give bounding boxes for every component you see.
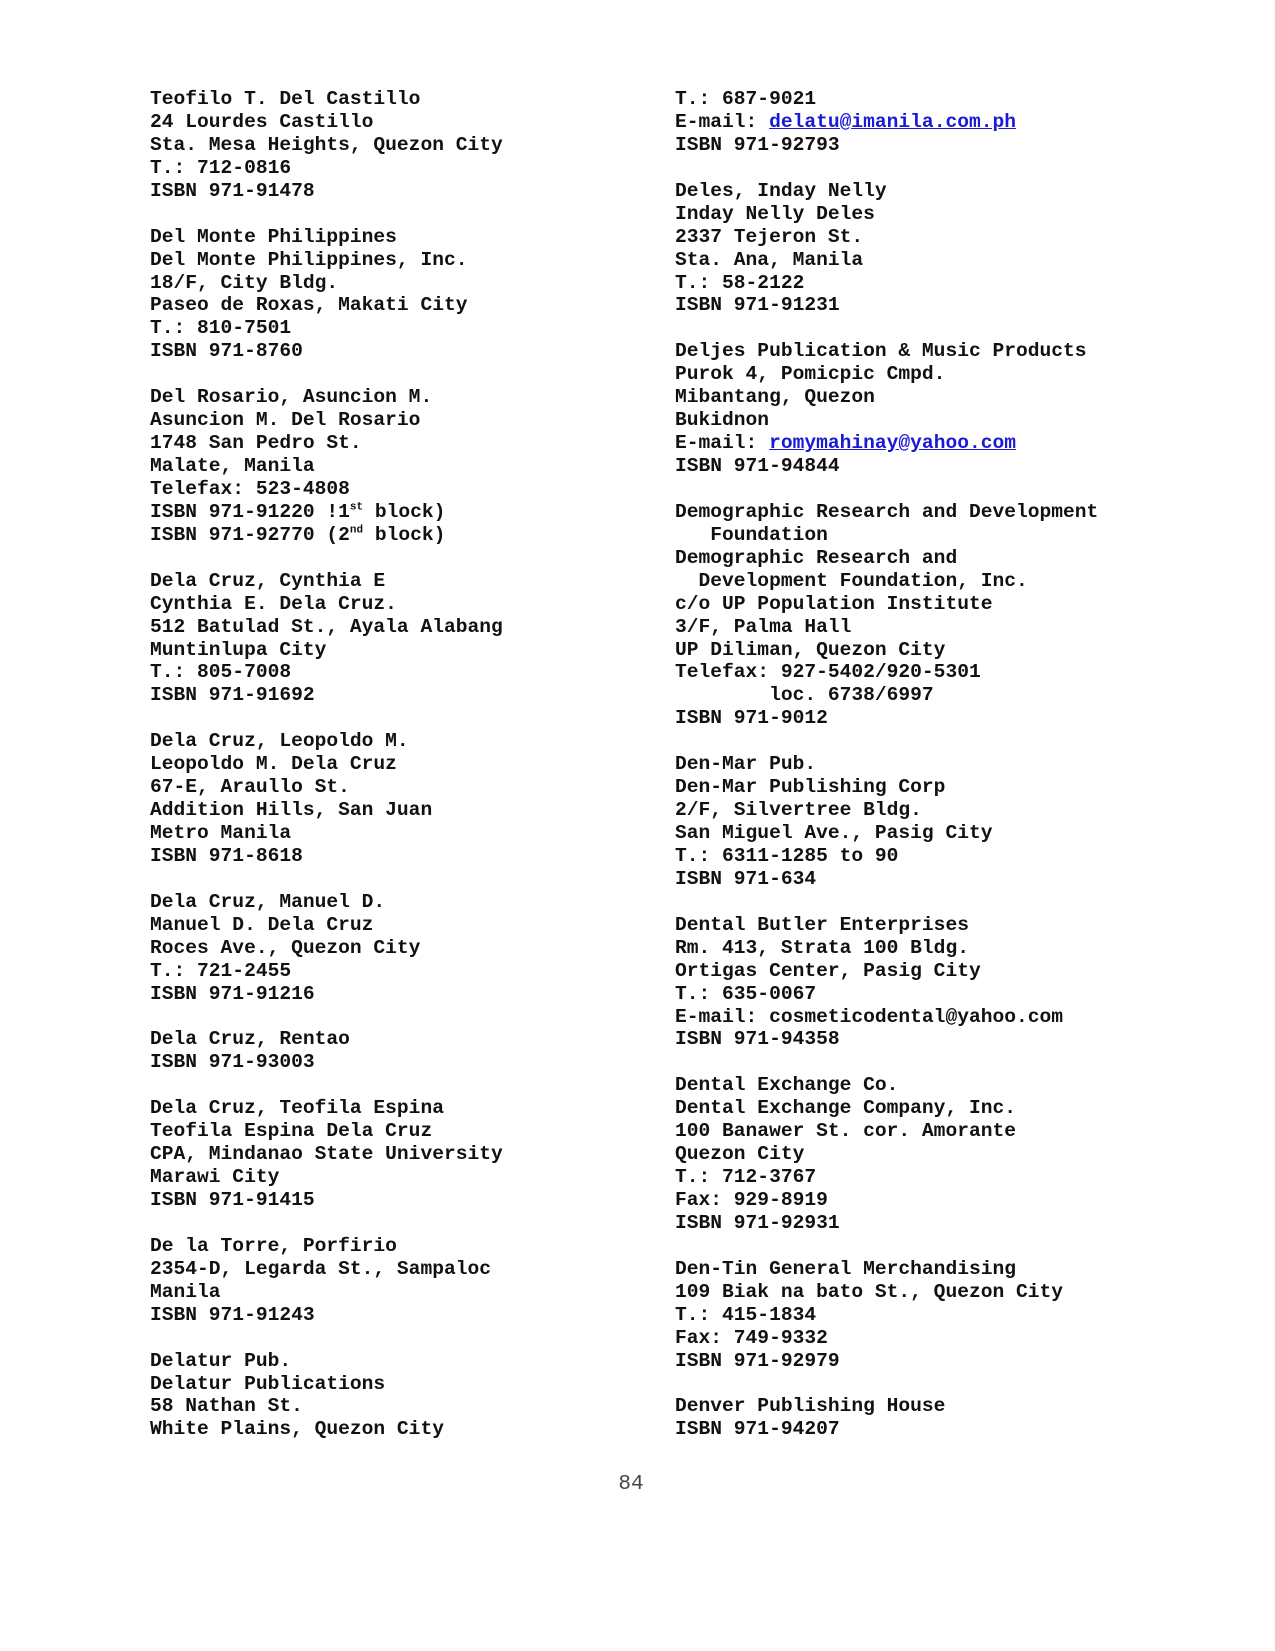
entry-line: 24 Lourdes Castillo	[150, 110, 374, 133]
entry-line: Foundation	[675, 523, 828, 546]
entry-line: c/o UP Population Institute	[675, 592, 993, 615]
entry-line: Muntinlupa City	[150, 638, 327, 661]
entry-line: ISBN 971-94844	[675, 455, 840, 477]
entry-line: ISBN 971-93003	[150, 1051, 315, 1074]
entry-line: Fax: 929-8919	[675, 1189, 828, 1211]
entry-line: 100 Banawer St. cor. Amorante	[675, 1120, 1016, 1143]
entry-line: Den-Tin General Merchandising	[675, 1257, 1016, 1280]
directory-entry-dela-cruz-teofila	[150, 1097, 630, 1212]
entry-line: CPA, Mindanao State University	[150, 1143, 503, 1166]
entry-line: ISBN 971-92793	[675, 133, 840, 156]
entry-line: Quezon City	[675, 1143, 805, 1166]
email-label: E-mail:	[675, 432, 770, 455]
entry-line: T.: 687-9021	[675, 88, 817, 110]
entry-line: 512 Batulad St., Ayala Alabang	[150, 615, 503, 638]
entry-line: ISBN 971-9012	[675, 707, 828, 730]
entry-line: Mibantang, Quezon	[675, 386, 875, 409]
entry-line: ISBN 971-92931	[675, 1211, 840, 1234]
directory-entry-dental-exchange	[675, 1074, 1265, 1235]
right-column	[675, 88, 1265, 1441]
entry-line: Demographic Research and Development	[675, 500, 1099, 523]
entry-line: 3/F, Palma Hall	[675, 615, 852, 638]
entry-line: Bukidnon	[675, 409, 770, 432]
entry-line: Telefax: 927-5402/920-5301	[675, 661, 981, 684]
directory-entry-deljes	[675, 340, 1265, 478]
entry-line: Del Monte Philippines, Inc.	[150, 248, 468, 271]
entry-line: T.: 6311-1285 to 90	[675, 844, 899, 867]
entry-line: Manuel D. Dela Cruz	[150, 913, 374, 936]
entry-line: 109 Biak na bato St., Quezon City	[675, 1280, 1064, 1303]
entry-line: Dental Exchange Company, Inc.	[675, 1097, 1016, 1120]
entry-line: Teofila Espina Dela Cruz	[150, 1120, 433, 1143]
entry-line: Malate, Manila	[150, 455, 315, 477]
entry-line: Metro Manila	[150, 822, 292, 844]
directory-entry-delatur	[150, 1350, 630, 1442]
directory-entry-den-tin	[675, 1258, 1265, 1373]
entry-line: Ortigas Center, Pasig City	[675, 959, 981, 982]
entry-line: Dela Cruz, Cynthia E	[150, 569, 386, 592]
entry-line: Marawi City	[150, 1166, 280, 1189]
directory-entry-deles	[675, 180, 1265, 318]
entry-line: Dela Cruz, Rentao	[150, 1028, 350, 1051]
entry-line: ISBN 971-8618	[150, 844, 303, 867]
entry-line: T.: 712-3767	[675, 1166, 817, 1189]
directory-entry-del-castillo	[150, 88, 630, 203]
entry-line: White Plains, Quezon City	[150, 1418, 444, 1441]
entry-line: Del Monte Philippines	[150, 225, 397, 248]
isbn-text: ISBN 971-92770 (2	[150, 523, 350, 546]
directory-entry-delatur-continued	[675, 88, 1265, 157]
entry-line: T.: 721-2455	[150, 959, 292, 982]
page-number: 84	[618, 1473, 644, 1496]
entry-line: Development Foundation, Inc.	[675, 569, 1028, 592]
entry-line: Dental Exchange Co.	[675, 1074, 899, 1097]
entry-line: T.: 58-2122	[675, 271, 805, 294]
isbn-line-first-block	[150, 501, 630, 524]
entry-line: ISBN 971-91415	[150, 1189, 315, 1211]
directory-entry-dela-cruz-cynthia	[150, 570, 630, 708]
entry-line: San Miguel Ave., Pasig City	[675, 822, 993, 844]
directory-entry-dela-cruz-manuel	[150, 891, 630, 1006]
entry-line: Addition Hills, San Juan	[150, 799, 433, 822]
entry-line: ISBN 971-91243	[150, 1303, 315, 1326]
directory-entry-del-monte	[150, 226, 630, 364]
entry-line: T.: 635-0067	[675, 982, 817, 1005]
entry-line: Delatur Publications	[150, 1372, 386, 1395]
entry-line: Deljes Publication & Music Products	[675, 340, 1087, 363]
entry-line: Inday Nelly Deles	[675, 202, 875, 225]
email-label: E-mail:	[675, 110, 770, 133]
entry-line: Fax: 749-9332	[675, 1326, 828, 1349]
isbn-text: block)	[363, 500, 446, 523]
entry-line: loc. 6738/6997	[675, 684, 934, 707]
entry-line: Purok 4, Pomicpic Cmpd.	[675, 363, 946, 386]
entry-line: 58 Nathan St.	[150, 1395, 303, 1418]
isbn-line-second-block	[150, 524, 630, 547]
entry-line: ISBN 971-91216	[150, 982, 315, 1005]
entry-line: Asuncion M. Del Rosario	[150, 409, 421, 432]
entry-line: Leopoldo M. Dela Cruz	[150, 753, 397, 776]
entry-line: 18/F, City Bldg.	[150, 271, 339, 294]
entry-line: ISBN 971-8760	[150, 340, 303, 363]
entry-line: ISBN 971-91692	[150, 684, 315, 707]
entry-line: Paseo de Roxas, Makati City	[150, 294, 468, 317]
entry-line: Den-Mar Publishing Corp	[675, 776, 946, 799]
entry-line: ISBN 971-634	[675, 867, 817, 890]
entry-line: Dela Cruz, Manuel D.	[150, 890, 386, 913]
entry-line: Dental Butler Enterprises	[675, 913, 969, 936]
entry-line: Den-Mar Pub.	[675, 753, 817, 776]
entry-line: 2337 Tejeron St.	[675, 225, 864, 248]
entry-line: ISBN 971-94358	[675, 1028, 840, 1051]
entry-line: T.: 415-1834	[675, 1303, 817, 1326]
directory-entry-de-la-torre	[150, 1235, 630, 1327]
entry-line: Denver Publishing House	[675, 1395, 946, 1418]
entry-line: Delatur Pub.	[150, 1349, 292, 1372]
ordinal-suffix: st	[349, 501, 364, 514]
directory-entry-dela-cruz-leopoldo	[150, 730, 630, 868]
entry-line: Deles, Inday Nelly	[675, 179, 887, 202]
entry-line: T.: 712-0816	[150, 156, 292, 179]
entry-line: T.: 810-7501	[150, 317, 292, 340]
entry-line: ISBN 971-94207	[675, 1418, 840, 1441]
entry-line: ISBN 971-91478	[150, 179, 315, 202]
email-line	[675, 111, 1265, 134]
entry-line: Manila	[150, 1280, 221, 1303]
entry-line: ISBN 971-92979	[675, 1349, 840, 1372]
entry-line: Sta. Ana, Manila	[675, 248, 864, 271]
entry-line: 67-E, Araullo St.	[150, 776, 350, 799]
entry-line: Dela Cruz, Leopoldo M.	[150, 730, 409, 753]
ordinal-suffix: nd	[349, 524, 364, 537]
deljes-email-link[interactable]: romymahinay@yahoo.com	[769, 432, 1016, 455]
entry-line: Cynthia E. Dela Cruz.	[150, 592, 397, 615]
entry-line: Demographic Research and	[675, 546, 958, 569]
entry-line: Teofilo T. Del Castillo	[150, 88, 421, 110]
entry-line: 1748 San Pedro St.	[150, 432, 362, 455]
isbn-text: block)	[363, 523, 446, 546]
directory-entry-denver	[675, 1395, 1265, 1441]
entry-line: Dela Cruz, Teofila Espina	[150, 1097, 444, 1120]
entry-line: T.: 805-7008	[150, 661, 292, 684]
entry-line: Sta. Mesa Heights, Quezon City	[150, 133, 503, 156]
delatur-email-link[interactable]: delatu@imanila.com.ph	[769, 110, 1016, 133]
directory-entry-del-rosario	[150, 386, 630, 547]
left-column	[150, 88, 630, 1441]
entry-line: Telefax: 523-4808	[150, 477, 350, 500]
entry-line: Del Rosario, Asuncion M.	[150, 386, 433, 409]
entry-line: Rm. 413, Strata 100 Bldg.	[675, 936, 969, 959]
entry-line: De la Torre, Porfirio	[150, 1234, 397, 1257]
entry-line: UP Diliman, Quezon City	[675, 638, 946, 661]
directory-entry-dela-cruz-rentao	[150, 1028, 630, 1074]
entry-line: E-mail: cosmeticodental@yahoo.com	[675, 1005, 1064, 1028]
directory-entry-demographic-research	[675, 501, 1265, 730]
entry-line: ISBN 971-91231	[675, 294, 840, 317]
entry-line: Roces Ave., Quezon City	[150, 936, 421, 959]
entry-line: 2/F, Silvertree Bldg.	[675, 799, 922, 822]
directory-entry-dental-butler	[675, 914, 1265, 1052]
entry-line: 2354-D, Legarda St., Sampaloc	[150, 1257, 491, 1280]
email-line	[675, 432, 1265, 455]
directory-entry-den-mar	[675, 753, 1265, 891]
isbn-text: ISBN 971-91220 !1	[150, 500, 350, 523]
